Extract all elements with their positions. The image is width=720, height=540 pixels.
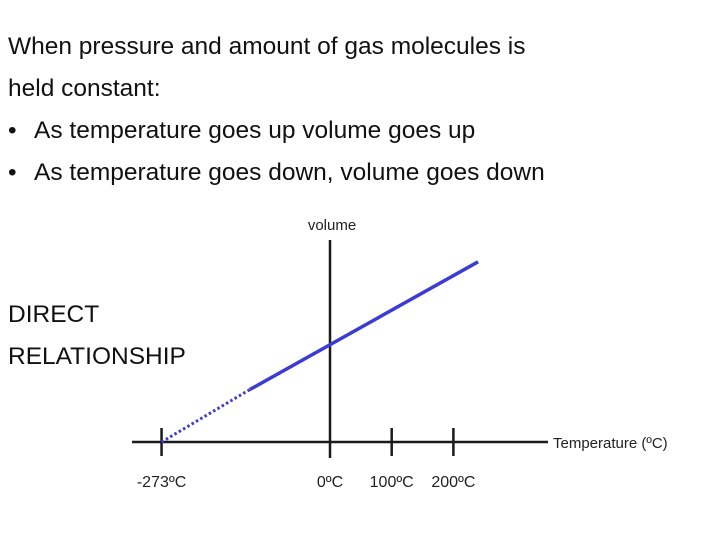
x-tick-label: 100ºC bbox=[369, 474, 414, 491]
bullet-text-1: As temperature goes up volume goes up bbox=[34, 117, 476, 144]
data-series bbox=[162, 262, 479, 442]
x-ticks bbox=[137, 428, 476, 491]
x-axis-label: Temperature (ºC) bbox=[553, 435, 668, 452]
x-tick-label: 200ºC bbox=[431, 474, 476, 491]
x-tick-label: -273ºC bbox=[136, 474, 187, 491]
relationship-line-1: DIRECT bbox=[8, 301, 100, 328]
bullet-text-2: As temperature goes down, volume goes down bbox=[34, 159, 545, 186]
measured-line bbox=[250, 262, 478, 390]
extrapolated-line bbox=[162, 390, 250, 442]
intro-line-1: When pressure and amount of gas molecules is bbox=[8, 33, 526, 60]
intro-line-2: held constant: bbox=[8, 75, 161, 102]
x-tick-label: 0ºC bbox=[316, 474, 344, 491]
bullet-icon: • bbox=[8, 117, 17, 144]
relationship-line-2: RELATIONSHIP bbox=[8, 343, 186, 370]
bullet-icon: • bbox=[8, 159, 17, 186]
y-axis-label: volume bbox=[307, 217, 357, 234]
